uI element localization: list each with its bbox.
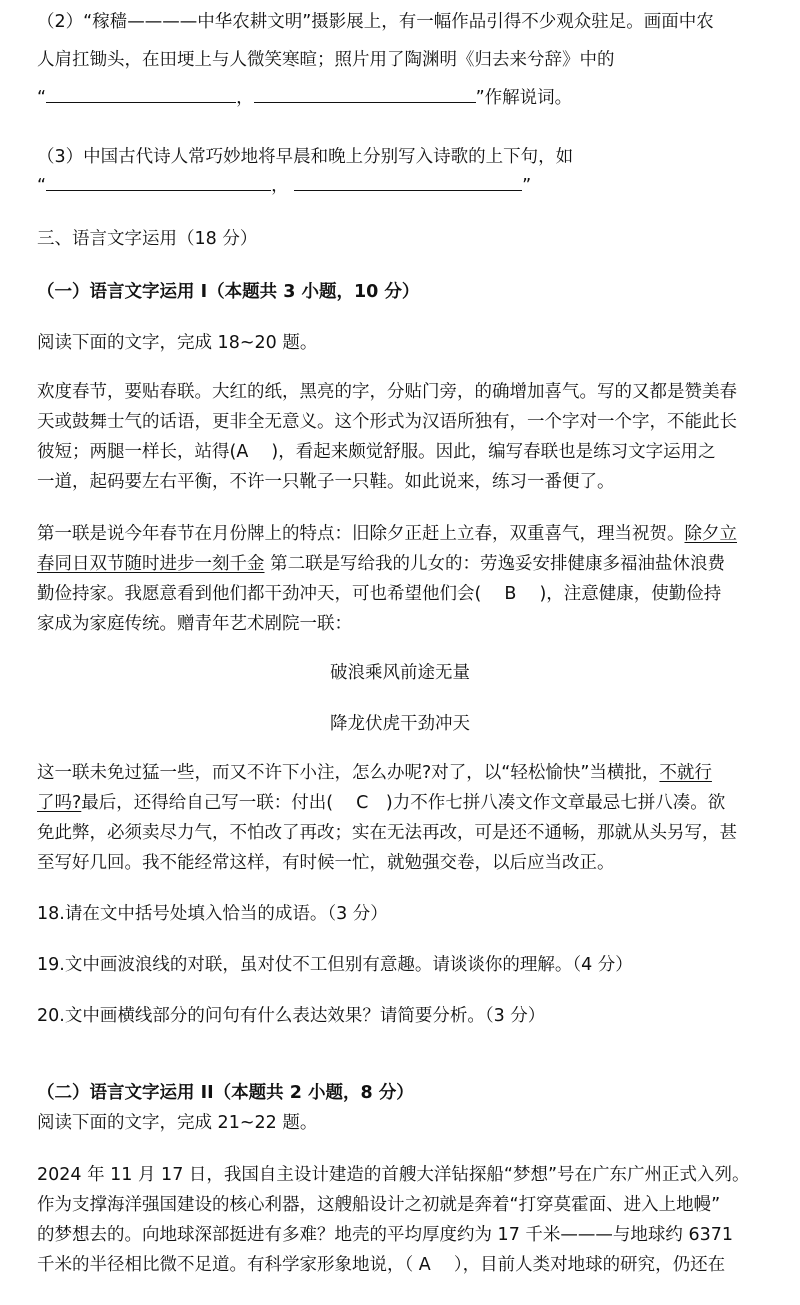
- question-20: 20.文中画横线部分的问句有什么表达效果？请简要分析。（3 分）: [37, 1006, 546, 1026]
- passage-1-para-3-line-1: [37, 761, 712, 785]
- q3-open-quote: “: [37, 176, 47, 196]
- passage-1-para-1-line-2: 天或鼓舞士气的话语，更非全无意义。这个形式为汉语所独有，一个字对一个字，不能此长: [37, 412, 737, 432]
- q3-close-text: ”: [522, 176, 532, 196]
- couplet-line-2: 降龙伏虎干劲冲天: [330, 714, 470, 734]
- passage-1-para-3-line-3: 免此弊，必须卖尽力气，不怕改了再改；实在无法再改，可是还不通畅，那就从头另写，甚: [37, 823, 737, 843]
- q3-answer-blank-1[interactable]: [46, 174, 271, 191]
- passage-2-line-3: 的梦想去的。向地球深部挺进有多难？地壳的平均厚度约为 17 千米———与地球约 6371: [37, 1225, 733, 1245]
- para-3-third-couplet-text: 最后，还得给自己写一联：付出( C )力不作七拼八凑文作文章最忌七拼八凑。欲: [81, 793, 726, 813]
- q2-line-3: [37, 86, 572, 110]
- q2-answer-blank-2[interactable]: [254, 86, 476, 103]
- passage-1-para-2-line-3: 勤俭持家。我愿意看到他们都干劲冲天，可也希望他们会( B )，注意健康，使勤俭持: [37, 584, 722, 604]
- q3-line-2: [37, 174, 531, 198]
- para-3-intro-text: 这一联未免过猛一些，而又不许下小注，怎么办呢?对了，以“轻松愉快”当横批，: [37, 763, 660, 783]
- passage-1-para-3-line-2: [37, 791, 725, 815]
- part-1-instruction: 阅读下面的文字，完成 18~20 题。: [37, 333, 318, 353]
- wavy-couplet-part-2: 春同日双节随时进步一刻千金: [37, 554, 265, 574]
- passage-1-para-2-line-2: [37, 552, 725, 576]
- underlined-question-part-1: 不就行: [659, 763, 712, 783]
- q2-line-1: （2）“稼穑————中华农耕文明”摄影展上，有一幅作品引得不少观众驻足。画面中农: [37, 12, 714, 32]
- question-19: 19.文中画波浪线的对联，虽对仗不工但别有意趣。请谈谈你的理解。（4 分）: [37, 955, 633, 975]
- q3-line-1: （3）中国古代诗人常巧妙地将早晨和晚上分别写入诗歌的上下句，如: [37, 147, 574, 167]
- q2-line-2: 人肩扛锄头，在田埂上与人微笑寒暄；照片用了陶渊明《归去来兮辞》中的: [37, 50, 615, 70]
- q2-comma: ，: [236, 88, 254, 108]
- q3-answer-blank-2[interactable]: [294, 174, 522, 191]
- q2-open-quote: “: [37, 88, 47, 108]
- passage-1-para-1-line-3: 彼短；两腿一样长，站得(A )，看起来颇觉舒服。因此，编写春联也是练习文字运用之: [37, 442, 716, 462]
- passage-1-para-2-line-4: 家成为家庭传统。赠青年艺术剧院一联：: [37, 614, 352, 634]
- para-2-intro-text: 第一联是说今年春节在月份牌上的特点：旧除夕正赶上立春，双重喜气，理当祝贺。: [37, 524, 685, 544]
- section-3-title: 三、语言文字运用（18 分）: [37, 229, 258, 249]
- part-2-instruction: 阅读下面的文字，完成 21~22 题。: [37, 1113, 318, 1133]
- passage-2-line-1: 2024 年 11 月 17 日，我国自主设计建造的首艘大洋钻探船“梦想”号在广东广州正式入列。: [37, 1165, 750, 1185]
- couplet-line-1: 破浪乘风前途无量: [330, 663, 470, 683]
- passage-1-para-3-line-4: 至写好几回。我不能经常这样，有时候一忙，就勉强交卷，以后应当改正。: [37, 853, 615, 873]
- passage-1-para-1-line-1: 欢度春节，要贴春联。大红的纸，黑亮的字，分贴门旁，的确增加喜气。写的又都是赞美春: [37, 382, 737, 402]
- part-2-title: （二）语言文字运用 II（本题共 2 小题，8 分）: [37, 1083, 414, 1103]
- wavy-couplet-part-1: 除夕立: [684, 524, 737, 544]
- passage-1-para-1-line-4: 一道，起码要左右平衡，不许一只靴子一只鞋。如此说来，练习一番便了。: [37, 472, 615, 492]
- q3-comma: ，: [271, 176, 289, 196]
- passage-2-line-2: 作为支撑海洋强国建设的核心利器，这艘船设计之初就是奔着“打穿莫霍面、进入上地幔”: [37, 1195, 721, 1215]
- question-18: 18.请在文中括号处填入恰当的成语。（3 分）: [37, 904, 388, 924]
- part-1-title: （一）语言文字运用 I（本题共 3 小题，10 分）: [37, 282, 420, 302]
- q2-answer-blank-1[interactable]: [46, 86, 236, 103]
- underlined-question-part-2: 了吗?: [37, 793, 82, 813]
- q2-close-text: ”作解说词。: [475, 88, 573, 108]
- passage-1-para-2-line-1: [37, 522, 737, 546]
- passage-2-line-4: 千米的半径相比微不足道。有科学家形象地说，（ A ），目前人类对地球的研究，仍还在: [37, 1255, 726, 1275]
- para-2-second-couplet-text: 第二联是写给我的儿女的：劳逸妥安排健康多福油盐休浪费: [264, 554, 726, 574]
